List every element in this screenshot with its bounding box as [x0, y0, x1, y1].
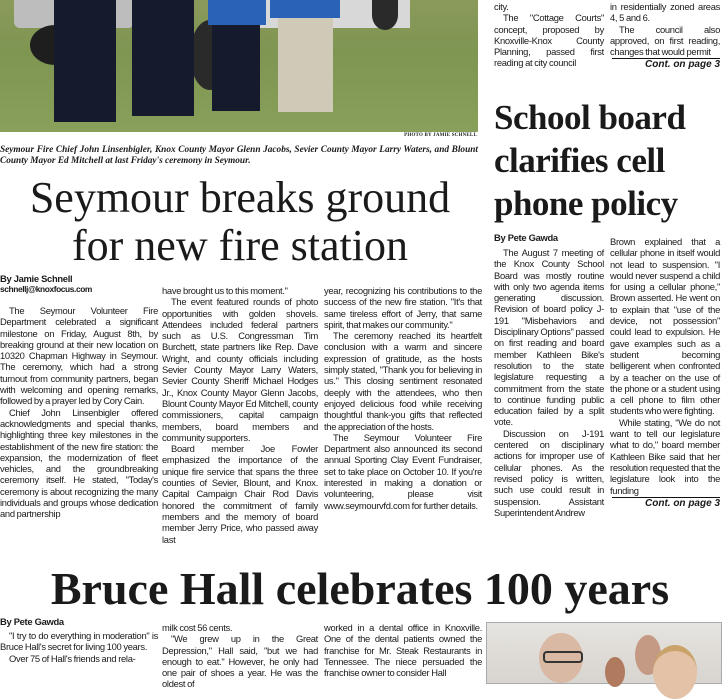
fire-story-headline: Seymour breaks ground for new fire station — [29, 173, 451, 270]
fire-story-col1: By Jamie Schnell schnellj@knoxfocus.com The Seymour Volunteer Fire Department celebrated a significant milestone on Friday, August 8th, by breaking ground at their new location on 10320 Chapman Highway in Seymour. The ceremony, which had a strong turnout from community partners, began with welcoming and opening remarks, followed by a prayer led by Cory Cain. Chief John Linsenbigler offered acknowledgments and special thanks, highlighting three key milestones in the establishment of the new fire station: the expansion, the modernization of fleet vehicles, and the groundbreaking ceremony itself. He stated, "Today's ceremony is about recognizing the many individuals and groups whose dedication and partnership — [0, 273, 158, 520]
fire-story-col2: have brought us to this moment." The event featured rounds of photo opportunities with golden shovels. Attendees included federal partners such as U.S. Congressman Tim Burchett, state partners like Rep. Dave Wright, and county officials including Sevier County Mayor Larry Waters, Sevier County Sheriff Michael Hodges Jr., Knox County Mayor Glenn Jacobs, Blount County Mayor Ed Mitchell, county commissioners, capital campaign members, board members and community supporters. Board member Joe Fowler emphasized the importance of the unique fire service that spans the three counties of Sevier, Blount, and Knox. Capital Campaign Chair Rod Davis honored the commitment of family members and the memory of board member Jerry Price, who passed away last — [162, 285, 318, 545]
school-story-col2: Brown explained that a cellular phone in itself would not lead to suspension. "I would never suspend a child for using a cellular phone," Brown asserted. He went on to explain that "use of the device, not possession" could lead to expulsion. He gave examples such as a student becoming belligerent when confronted by a teacher on the use of the phone or a student using a cell phone to film other students who were fighting. While stating, "We do not want to tell our legislature what to do," board member Kathleen Bike said that her resolution requested that the legislature look into the funding Cont. on page 3 — [610, 236, 720, 509]
hall-story-col2: milk cost 56 cents. "We grew up in the Great Depression," Hall said, "but we had enough to eat." However, he only had one pair of shoes a year. He was the oldest of — [162, 622, 318, 690]
fire-story-col3: year, recognizing his contributions to the success of the new fire station. "It's that same tireless effort of Jerry, that same spirit, that makes our community." The ceremony reached its heartfelt conclusion with a warm and sincere expression of gratitude, as the hosts simply stated, "Thank you for believing in us." This closing sentiment resonated deeply with the attendees, who then enjoyed delicious food while receiving thoughtful thank-you gifts that reflected the appreciation of the hosts. The Seymour Volunteer Fire Department also announced its second annual Sporting Clay Event Fundraiser, set to take place on October 10. If you're interested in making a donation or volunteering, please visit www.seymourvfd.com for further details. — [324, 285, 482, 511]
hall-story-col3: worked in a dental office in Knoxville. One of the dental patients owned the franchise for Mr. Steak Restaurants in Tennessee. The niece persuaded the franchise owner to consider Hall — [324, 622, 482, 679]
photo-caption: Seymour Fire Chief John Linsenbigler, Knox County Mayor Glenn Jacobs, Sevier County Mayor Larry Waters, and Blount County Mayor Ed Mitchell at last Friday's ceremony in Seymour. — [0, 145, 478, 166]
woman-face — [653, 645, 697, 699]
person-4 — [278, 18, 333, 112]
cottage-courts-col1: city. The "Cottage Courts" concept, proposed by Knoxville-Knox County Planning, passed first reading at city council — [494, 1, 604, 69]
fire-station-ceremony-photo — [0, 0, 478, 132]
byline: By Pete Gawda — [494, 232, 558, 243]
byline: By Pete Gawda — [0, 616, 64, 627]
hall-story-col1: By Pete Gawda "I try to do everything in moderation" is Bruce Hall's secret for living 100 years. Over 75 of Hall's friends and rela- — [0, 616, 158, 664]
school-story-col1: By Pete Gawda The August 7 meeting of the Knox County School Board was mostly routine with only two agenda items generating discussion. Revision of board policy J-191 "Misbehaviors and Disciplinary Options" passed on first reading and board member Kathleen Bike's resolution to the state legislature requesting a commitment from the state to continue funding public education failed by a split vote. Discussion on J-191 centered on disciplinary actions for improper use of cellular phones. As the revised policy is written, such use could result in suspension. Assistant Superintendent Andrew — [494, 232, 604, 518]
person-2 — [132, 0, 194, 116]
photo-credit: PHOTO BY JAMIE SCHNELL — [404, 133, 477, 138]
author-email[interactable]: schnellj@knoxfocus.com — [0, 284, 92, 294]
hall-story-headline: Bruce Hall celebrates 100 years — [50, 563, 670, 614]
person-4-jacket — [270, 0, 340, 18]
cottage-courts-col2: in residentially zoned areas 4, 5 and 6. The council also approved, on first reading, changes that would permit Cont. on page 3 — [610, 1, 720, 71]
person-3 — [212, 25, 260, 111]
person-1 — [54, 0, 116, 122]
bruce-hall-photo — [486, 622, 722, 684]
truck-wheel — [372, 0, 398, 30]
school-story-continued-link[interactable]: Cont. on page 3 — [612, 497, 720, 509]
glasses — [543, 651, 583, 663]
background-person — [605, 657, 625, 687]
person-3-jacket — [208, 0, 266, 25]
school-story-headline: School board clarifies cell phone policy — [494, 98, 686, 223]
cottage-courts-continued-link[interactable]: Cont. on page 3 — [612, 58, 720, 70]
byline: By Jamie Schnell — [0, 273, 73, 284]
